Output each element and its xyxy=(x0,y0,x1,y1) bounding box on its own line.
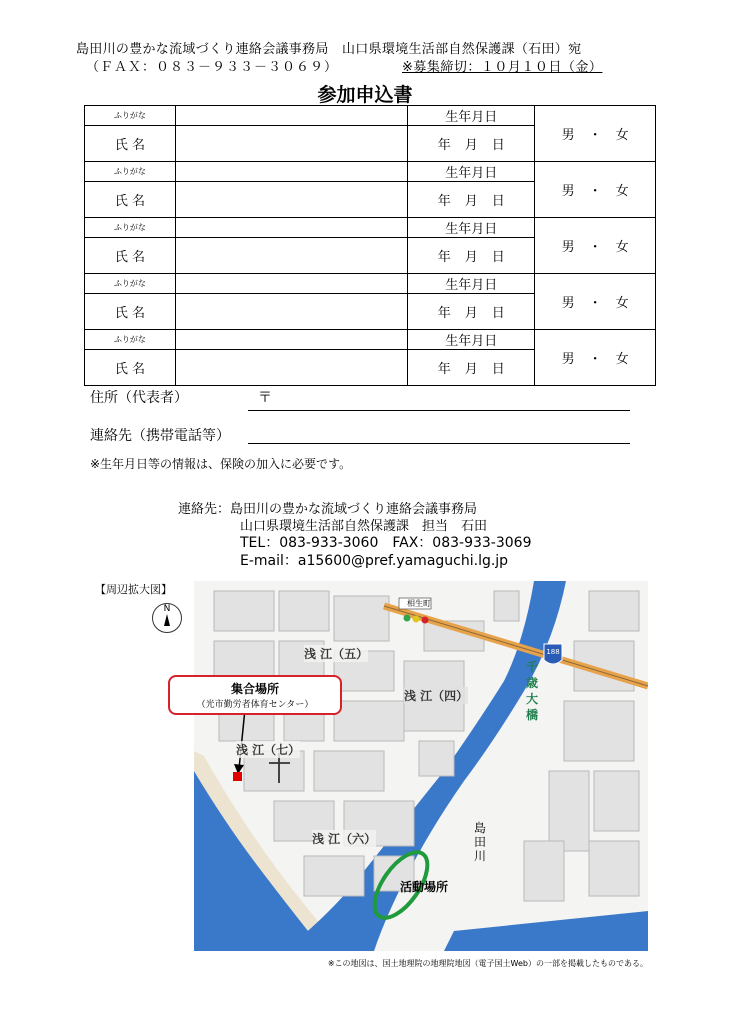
dob-day: 日 xyxy=(491,306,505,321)
address-label: 住所（代表者） xyxy=(90,390,188,406)
furigana-row xyxy=(85,162,656,182)
dob-label: 生年月日 xyxy=(408,274,535,294)
sex-separator: ・ xyxy=(588,184,602,199)
insurance-note: ※生年月日等の情報は、保険の加入に必要です。 xyxy=(90,457,352,471)
name-label: 氏 名 xyxy=(85,182,176,218)
dob-label: 生年月日 xyxy=(408,218,535,238)
sex-separator: ・ xyxy=(588,296,602,311)
river-label: 島田川 xyxy=(474,821,487,863)
sex-choice[interactable] xyxy=(535,330,656,386)
dob-label: 生年月日 xyxy=(408,106,535,126)
sex-choice[interactable] xyxy=(535,162,656,218)
name-input[interactable] xyxy=(175,182,408,218)
sex-female[interactable]: 女 xyxy=(615,352,629,367)
furigana-label: ふりがな xyxy=(85,330,176,350)
furigana-row xyxy=(85,218,656,238)
contact-lead: 連絡先：島田川の豊かな流域づくり連絡会議事務局 xyxy=(178,502,478,517)
junction-label: 相生町 xyxy=(407,599,431,608)
dob-day: 日 xyxy=(491,138,505,153)
district-asae-6: 浅 江（六） xyxy=(312,832,377,846)
sex-male[interactable]: 男 xyxy=(561,128,575,143)
dob-day: 日 xyxy=(491,362,505,377)
furigana-input[interactable] xyxy=(175,218,408,238)
name-label: 氏 名 xyxy=(85,294,176,330)
district-asae-5: 浅 江（五） xyxy=(304,647,369,661)
meeting-place-subtitle: （光市勤労者体育センター） xyxy=(196,700,314,710)
name-input[interactable] xyxy=(175,294,408,330)
sex-female[interactable]: 女 xyxy=(615,128,629,143)
meeting-place-title: 集合場所 xyxy=(230,682,279,696)
dob-input[interactable] xyxy=(408,126,535,162)
contact-dept: 山口県環境生活部自然保護課 担当 石田 xyxy=(240,519,488,534)
phone-field-line[interactable] xyxy=(248,443,630,444)
north-arrow-icon: N xyxy=(152,603,182,633)
fax-number: （ＦＡＸ：０８３－９３３－３０６９） xyxy=(86,60,339,75)
map-footnote: ※この地図は、国土地理院の地理院地図（電子国土Web）の一部を掲載したものである。 xyxy=(327,959,648,968)
dob-input[interactable] xyxy=(408,238,535,274)
sex-female[interactable]: 女 xyxy=(615,296,629,311)
furigana-row xyxy=(85,106,656,126)
map-title: 【周辺拡大図】 xyxy=(95,583,172,596)
furigana-label: ふりがな xyxy=(85,274,176,294)
sex-male[interactable]: 男 xyxy=(561,296,575,311)
dob-year: 年 xyxy=(437,306,451,321)
dob-label: 生年月日 xyxy=(408,330,535,350)
sex-female[interactable]: 女 xyxy=(615,184,629,199)
sex-male[interactable]: 男 xyxy=(561,352,575,367)
activity-site-label: 活動場所 xyxy=(400,880,449,894)
dob-month: 月 xyxy=(464,306,478,321)
name-input[interactable] xyxy=(175,350,408,386)
dob-month: 月 xyxy=(464,250,478,265)
dob-day: 日 xyxy=(491,194,505,209)
address-field-line[interactable] xyxy=(248,410,630,411)
sex-choice[interactable] xyxy=(535,274,656,330)
name-label: 氏 名 xyxy=(85,126,176,162)
furigana-label: ふりがな xyxy=(85,162,176,182)
meeting-place-callout xyxy=(168,675,342,715)
name-label: 氏 名 xyxy=(85,350,176,386)
sex-male[interactable]: 男 xyxy=(561,184,575,199)
name-input[interactable] xyxy=(175,238,408,274)
meeting-point-marker xyxy=(233,772,242,781)
dob-input[interactable] xyxy=(408,350,535,386)
sex-separator: ・ xyxy=(588,128,602,143)
furigana-label: ふりがな xyxy=(85,218,176,238)
contact-tel-fax: TEL：083-933-3060 FAX：083-933-3069 xyxy=(240,535,532,551)
district-asae-4: 浅 江（四） xyxy=(404,689,469,703)
district-asae-7: 浅 江（七） xyxy=(236,743,301,757)
dob-label: 生年月日 xyxy=(408,162,535,182)
sex-female[interactable]: 女 xyxy=(615,240,629,255)
dob-input[interactable] xyxy=(408,182,535,218)
dob-year: 年 xyxy=(437,362,451,377)
sex-choice[interactable] xyxy=(535,106,656,162)
sex-separator: ・ xyxy=(588,240,602,255)
page-title: 参加申込書 xyxy=(317,84,413,106)
area-map xyxy=(163,581,648,951)
sex-male[interactable]: 男 xyxy=(561,240,575,255)
dob-month: 月 xyxy=(464,194,478,209)
phone-label: 連絡先（携帯電話等） xyxy=(90,428,230,444)
dob-input[interactable] xyxy=(408,294,535,330)
postal-mark: 〒 xyxy=(258,390,272,406)
furigana-row xyxy=(85,330,656,350)
name-input[interactable] xyxy=(175,126,408,162)
name-label: 氏 名 xyxy=(85,238,176,274)
dob-day: 日 xyxy=(491,250,505,265)
furigana-input[interactable] xyxy=(175,330,408,350)
dob-month: 月 xyxy=(464,138,478,153)
application-form-table xyxy=(84,105,656,386)
furigana-input[interactable] xyxy=(175,162,408,182)
furigana-row xyxy=(85,274,656,294)
sex-choice[interactable] xyxy=(535,218,656,274)
dob-year: 年 xyxy=(437,250,451,265)
recipient-line: 島田川の豊かな流域づくり連絡会議事務局 山口県環境生活部自然保護課（石田）宛 xyxy=(76,42,582,57)
dob-year: 年 xyxy=(437,138,451,153)
furigana-input[interactable] xyxy=(175,274,408,294)
dob-year: 年 xyxy=(437,194,451,209)
sex-separator: ・ xyxy=(588,352,602,367)
contact-email: E-mail：a15600@pref.yamaguchi.lg.jp xyxy=(240,553,509,569)
bridge-label: 千歳大橋 xyxy=(526,660,539,722)
furigana-input[interactable] xyxy=(175,106,408,126)
dob-month: 月 xyxy=(464,362,478,377)
furigana-label: ふりがな xyxy=(85,106,176,126)
deadline-notice: ※募集締切：１０月１０日（金） xyxy=(402,60,603,75)
route-number: 188 xyxy=(546,648,560,656)
